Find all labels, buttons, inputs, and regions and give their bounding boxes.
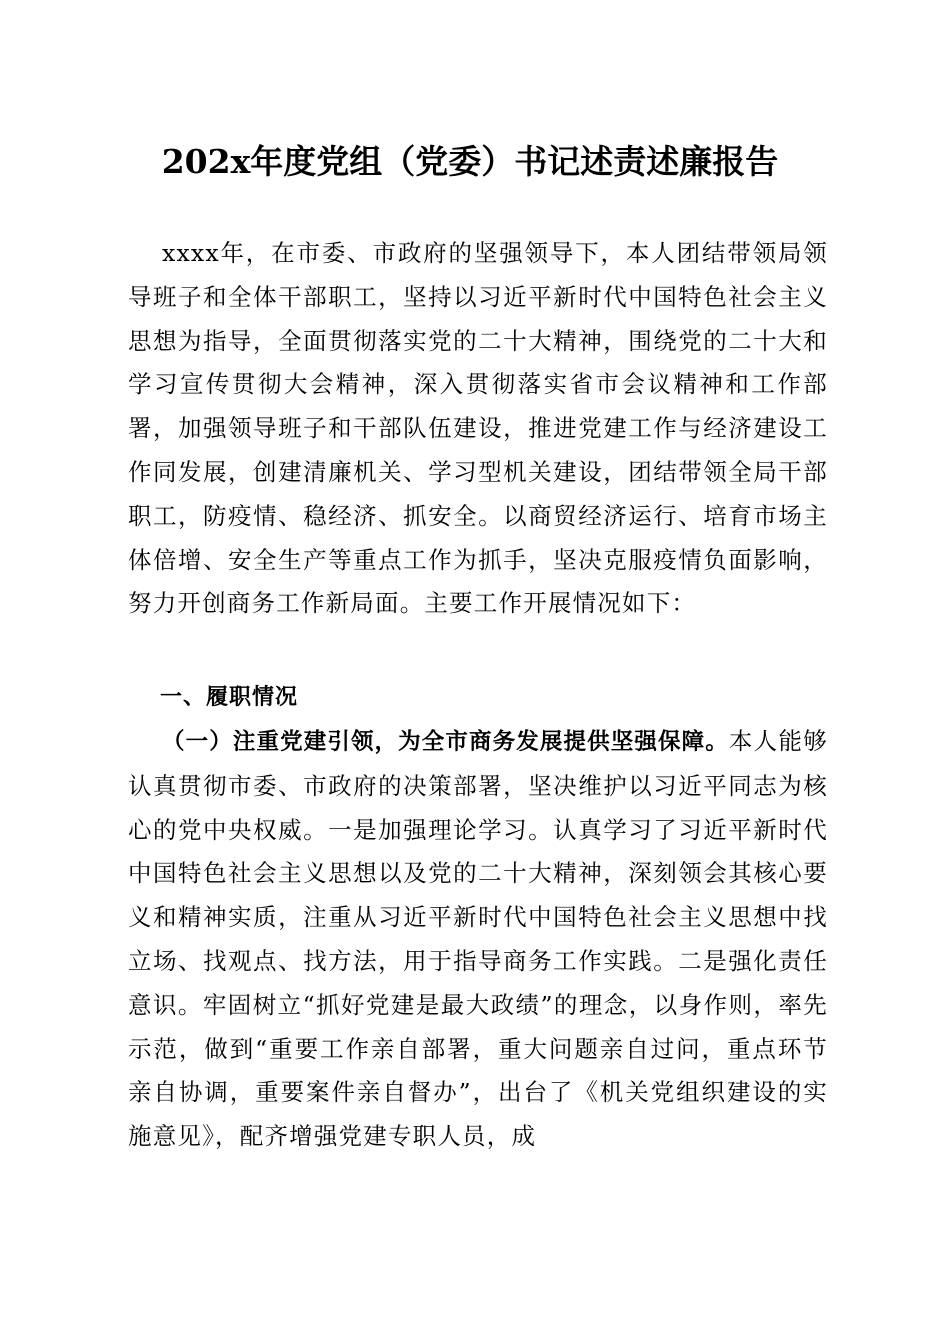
subsection-lead: （一）注重党建引领，为全市商务发展提供坚强保障。 <box>162 729 729 755</box>
subsection-body: 本人能够认真贯彻市委、市政府的决策部署，坚决维护以习近平同志为核心的党中央权威。一是加强理论学习。认真学习了习近平新时代中国特色社会主义思想以及党的二十大精神，深刻领会其核心要义和精神实质，注重从习近平新时代中国特色社会主义思想中找立场、找观点、找方法，用于指导商务工作实践。二是强化责任意识。牢固树立“抓好党建是最大政绩”的理念，以身作则，率先示范，做到“重要工作亲自部署，重大问题亲自过问，重点环节亲自协调，重要案件亲自督办”，出台了《机关党组织建设的实施意见》，配齐增强党建专职人员，成 <box>128 727 828 1151</box>
subsection-paragraph <box>128 720 828 1159</box>
intro-paragraph: xxxx年，在市委、市政府的坚强领导下，本人团结带领局领导班子和全体干部职工，坚持以习近平新时代中国特色社会主义思想为指导，全面贯彻落实党的二十大精神，围绕党的二十大和学习宣传贯彻大会精神，深入贯彻落实省市会议精神和工作部署，加强领导班子和干部队伍建设，推进党建工作与经济建设工作同发展，创建清廉机关、学习型机关建设，团结带领全局干部职工，防疫情、稳经济、抓安全。以商贸经济运行、培育市场主体倍增、安全生产等重点工作为抓手，坚决克服疫情负面影响，努力开创商务工作新局面。主要工作开展情况如下： <box>128 239 828 618</box>
document-title: 202x年度党组（党委）书记述责述廉报告 <box>161 142 779 181</box>
section-heading: 一、履职情况 <box>160 685 299 710</box>
